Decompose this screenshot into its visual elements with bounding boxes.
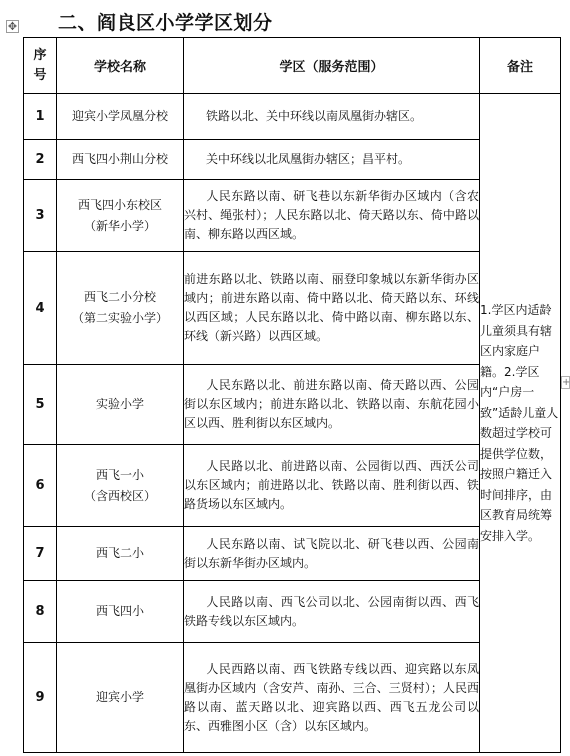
remarks: 1.学区内适龄儿童须具有辖区内家庭户籍。2.学区内“户房一致”适龄儿童人数超过学校可提供学位数，按照户籍迁入时间排序，由区教育局统筹安排入学。 <box>480 94 561 753</box>
district-area: 人民东路以南、研飞巷以东新华街办区域内（含农兴村、绳张村）；人民东路以北、倚天路以东、倚中路以南、柳东路以西区域。 <box>184 180 480 252</box>
table-move-handle-icon[interactable]: ✥ <box>7 20 18 33</box>
district-area: 人民路以北、前进路以南、公园街以西、西沃公司以东区域内；前进路以北、铁路以南、胜利街以西、铁路货场以东区域内。 <box>184 445 480 527</box>
row-index: 9 <box>24 643 57 753</box>
district-area: 关中环线以北凤凰街办辖区；昌平村。 <box>184 140 480 180</box>
row-index: 6 <box>24 445 57 527</box>
header-note: 备注 <box>480 38 561 94</box>
school-name: 西飞四小 <box>57 581 184 643</box>
row-index: 7 <box>24 527 57 581</box>
school-name: 西飞二小分校 （第二实验小学） <box>57 252 184 365</box>
school-name: 西飞四小荆山分校 <box>57 140 184 180</box>
section-heading: 二、阎良区小学学区划分 <box>58 12 273 34</box>
table-row <box>24 94 561 140</box>
school-name: 实验小学 <box>57 365 184 445</box>
district-area: 人民东路以北、前进东路以南、倚天路以西、公园街以东区域内；前进东路以北、铁路以南、东航花园小区以西、胜利街以东区域内。 <box>184 365 480 445</box>
school-name: 西飞二小 <box>57 527 184 581</box>
district-area: 铁路以北、关中环线以南凤凰街办辖区。 <box>184 94 480 140</box>
row-index: 2 <box>24 140 57 180</box>
district-area: 人民路以南、西飞公司以北、公园南街以西、西飞铁路专线以东区域内。 <box>184 581 480 643</box>
header-index-label: 序号 <box>33 47 47 83</box>
header-index <box>24 38 57 94</box>
school-name: 迎宾小学凤凰分校 <box>57 94 184 140</box>
row-index: 8 <box>24 581 57 643</box>
school-name: 西飞四小东校区 （新华小学） <box>57 180 184 252</box>
header-school: 学校名称 <box>57 38 184 94</box>
row-index: 5 <box>24 365 57 445</box>
district-area: 前进东路以北、铁路以南、丽登印象城以东新华街办区域内；前进东路以南、倚中路以北、倚天路以东、环线以西区域；人民东路以北、倚中路以南、柳东路以东、环线（新兴路）以西区域。 <box>184 252 480 365</box>
insert-row-marker-icon[interactable]: + <box>562 377 570 388</box>
district-area: 人民东路以南、试飞院以北、研飞巷以西、公园南街以东新华街办区域内。 <box>184 527 480 581</box>
row-index: 4 <box>24 252 57 365</box>
header-area: 学区（服务范围） <box>184 38 480 94</box>
row-index: 1 <box>24 94 57 140</box>
row-index: 3 <box>24 180 57 252</box>
school-district-table <box>23 37 561 753</box>
school-name: 迎宾小学 <box>57 643 184 753</box>
school-name: 西飞一小 （含西校区） <box>57 445 184 527</box>
table-header-row <box>24 38 561 94</box>
district-area: 人民西路以南、西飞铁路专线以西、迎宾路以东凤凰街办区域内（含安芦、南孙、三合、三贤村）；人民西路以南、蓝天路以北、迎宾路以西、西飞五龙公司以东、西雅图小区（含）以东区域内。 <box>184 643 480 753</box>
